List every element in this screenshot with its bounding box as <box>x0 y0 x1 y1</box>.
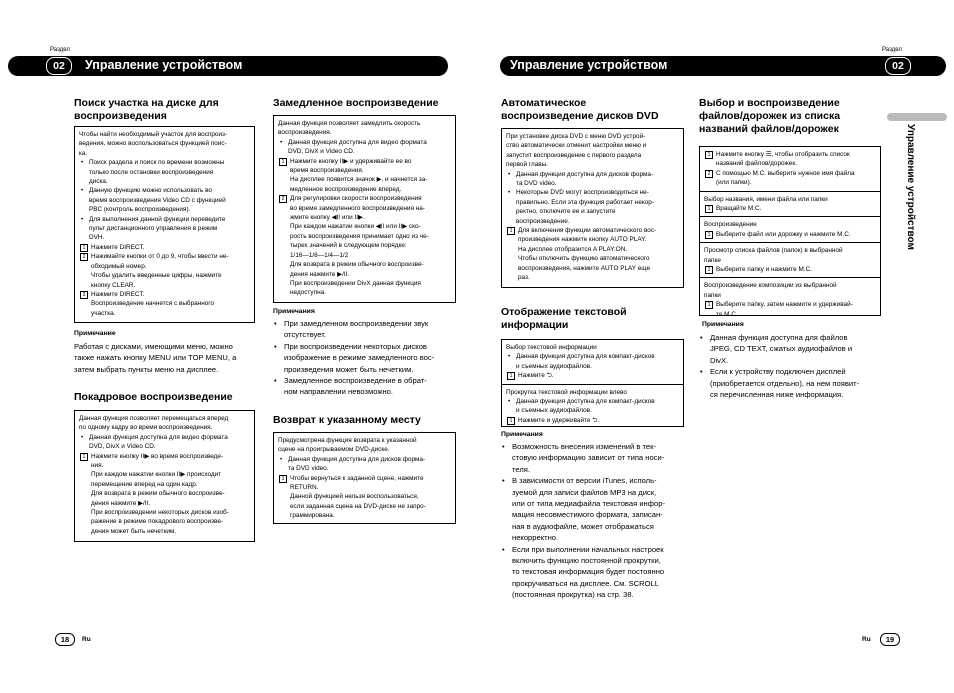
list-title: Выбор и воспроизведение файлов/дорожек из списка названий файлов/дорожек <box>699 97 841 135</box>
section-label-right: Раздел <box>882 47 902 53</box>
page-number-right: 19 <box>880 633 900 646</box>
section-number-left: 02 <box>46 57 72 75</box>
search-title: Поиск участка на диске для воспроизведения <box>74 97 219 122</box>
search-note-text: Работая с дисками, имеющими меню, можно также нажать кнопку MENU или TOP MENU, а затем выбрать пункты меню на дисплее. <box>74 342 237 374</box>
header-title-right: Управление устройством <box>510 58 668 72</box>
slow-notes-heading: Примечания <box>273 308 315 315</box>
list-notes-heading: Примечания <box>702 321 744 328</box>
text-title: Отображение текстовой информации <box>501 306 627 331</box>
list-box: 1 Нажмите кнопку ☰, чтобы отобразить список названий файлов/дорожек. 2 С помощью M.C. выберите нужное имя файла (или папки). Выбор названия, имени файла или папки 1 Вращайте M.C. Воспроизведение 1 Выберите файл или дорожку и нажмите M.C. Просмотр списка файлов (папок) в выбранной папке 1 Выберите папку и нажмите M.C. Воспроизведение композиции из выбранной папки 1 Выберите папку, затем нажмите и удерживай- те M.C. <box>699 146 881 316</box>
auto-box: При установке диска DVD с меню DVD устрой- ство автоматически отменит настройки меню и запустит воспроизведение с первого раздела первой главы. • Данная функция доступна для дисков форма- та DVD video. • Некоторые DVD могут воспроизводиться не- правильно. Если эта функция работает некор- ректно, отключите ее и запустите воспроизведение. 1 Для включения функции автоматического вос- произведения нажмите кнопку AUTO PLAY. На дисплее отобразится A PLAY:ON. Чтобы отключить функцию автоматического воспроизведения, нажмите AUTO PLAY еще раз. <box>501 128 684 288</box>
text-box: Выбор текстовой информации • Данная функция доступна для компакт-дисков и съемных аудиофайлов. 1 Нажмите ⮌. Прокрутка текстовой информации влево • Данная функция доступна для компакт-дисков и съемных аудиофайлов. 1 Нажмите и удерживайте ⮌. <box>501 339 684 427</box>
frame-box: Данная функция позволяет перемещаться вперед по одному кадру во время воспроизведения. • Данная функция доступна для видео формата DVD, DivX и Video CD. 1 Нажмите кнопку II▶ во время воспроизведе- ния. При каждом нажатии кнопки II▶ происходит перемещение вперед на один кадр. Для возврата в режим обычного воспроизве- дения нажмите ▶/II. При воспроизведении некоторых дисков изоб- ражение в режиме покадрового воспроизве- дения может быть нечетким. <box>74 410 255 542</box>
slow-box: Данная функция позволяет замедлить скорость воспроизведения. • Данная функция доступна для видео формата DVD, DivX и Video CD. 1 Нажмите кнопку II▶ и удерживайте ее во время воспроизведения. На дисплее появится значок ▶, и начнется за- медленное воспроизведение вперед. 2 Для регулировки скорости воспроизведения во время замедленного воспроизведения на- жмите кнопку ◀II или II▶. При каждом нажатии кнопки ◀II или II▶ ско- рость воспроизведения принимает одно из че- тырех значений в следующем порядке: 1/16—1/8—1/4—1/2 Для возврата в режим обычного воспроизве- дения нажмите ▶/II. При воспроизведении DivX данная функция недоступна. <box>273 115 456 303</box>
slow-title: Замедленное воспроизведение <box>273 97 439 109</box>
side-tab-marker <box>887 113 947 121</box>
lang-left: Ru <box>82 636 91 643</box>
text-notes-heading: Примечания <box>501 431 543 438</box>
header-bar-left <box>8 56 448 76</box>
section-number-right: 02 <box>885 57 911 75</box>
section-label-left: Раздел <box>50 47 70 53</box>
side-tab-text: Управление устройством <box>905 124 916 250</box>
slow-notes: • При замедленном воспроизведении звук отсутствует. • При воспроизведении некоторых дисков изображение в режиме замедленного вос- произведения может быть нечетким. • Замедленное воспроизведение в обрат- ном направлении невозможно. <box>273 318 458 398</box>
search-note-heading: Примечание <box>74 330 116 337</box>
page-number-left: 18 <box>55 633 75 646</box>
lang-right: Ru <box>862 636 871 643</box>
search-box: Чтобы найти необходимый участок для воспроиз- ведения, можно воспользоваться функцией поис- ка. • Поиск раздела и поиск по времени возможны только после остановки воспроизведения диска. • Данную функцию можно использовать во время воспроизведения Video CD с функцией PBC (контроль воспроизведения). • Для выполнения данной функции переведите пульт дистанционного управления в режим DVH. 1 Нажмите DIRECT. 2 Нажимайте кнопки от 0 до 9, чтобы ввести не- обходимый номер. Чтобы удалить введенные цифры, нажмите кнопку CLEAR. 3 Нажмите DIRECT. Воспроизведение начнется с выбранного участка. <box>74 126 255 323</box>
text-notes: • Возможность внесения изменений в тек- стовую информацию зависит от типа носи- теля. • В зависимости от версии iTunes, исполь- зуемой для записи файлов MP3 на диск, или от типа медиафайла текстовая инфор- мация несовместимого формата, записан- ная в аудиофайле, может отображаться некорректно. • Если при выполнении начальных настроек включить функцию постоянной прокрутки, то текстовая информация будет постоянно прокручиваться на дисплее. См. SCROLL (постоянная прокрутка) на стр. 38. <box>501 441 686 601</box>
list-notes: • Данная функция доступна для файлов JPEG, CD TEXT, сжатых аудиофайлов и DivX. • Если к устройству подключен дисплей (приобретается отдельно), на нем появит- ся перечисленная ниже информация. <box>699 332 884 400</box>
header-title-left: Управление устройством <box>85 58 243 72</box>
auto-title: Автоматическое воспроизведение дисков DVD <box>501 97 659 122</box>
header-bar-right <box>500 56 946 76</box>
return-box: Предусмотрена функция возврата к указанной сцене на проигрываемом DVD-диске. • Данная функция доступна для дисков форма- та DVD video. 1 Чтобы вернуться к заданной сцене, нажмите RETURN. Данной функцией нельзя воспользоваться, если заданная сцена на DVD-диске не запро- граммирована. <box>273 432 456 524</box>
return-title: Возврат к указанному месту <box>273 414 421 426</box>
frame-title: Покадровое воспроизведение <box>74 391 233 403</box>
